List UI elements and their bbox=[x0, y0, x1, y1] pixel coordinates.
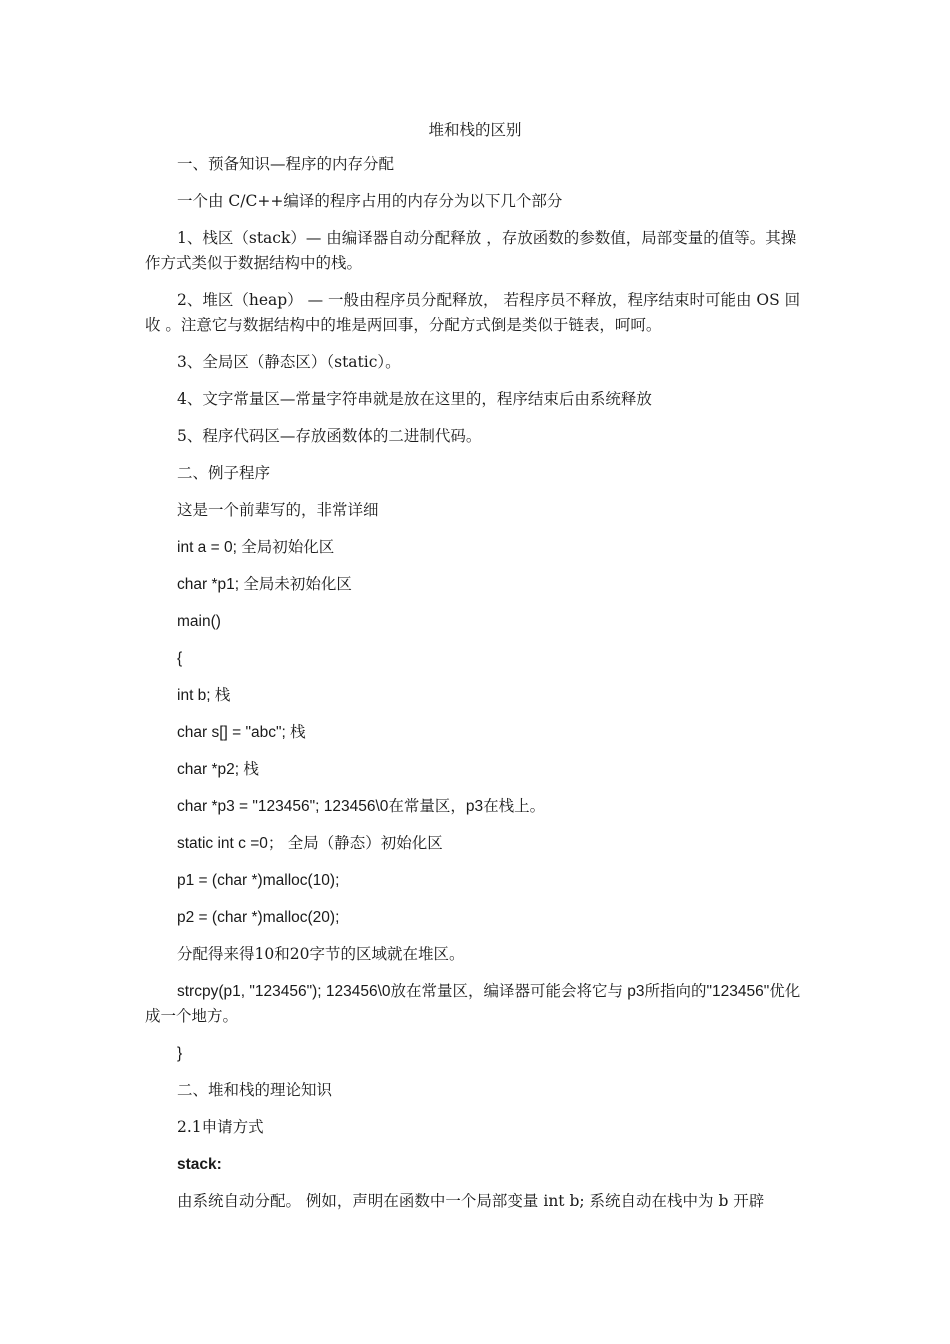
document-title: 堆和栈的区别 bbox=[428, 121, 522, 139]
section-heading-2: 二、例子程序 bbox=[177, 464, 271, 482]
code-line: } bbox=[177, 1045, 183, 1062]
paragraph-stack: 1、栈区（stack）— 由编译器自动分配释放 ，存放函数的参数值，局部变量的值等。其操作方式类似于数据结构中的栈。 bbox=[145, 229, 797, 272]
code-line: static int c =0； 全局（静态）初始化区 bbox=[177, 835, 443, 852]
paragraph-intro: 一个由 C/C++编译的程序占用的内存分为以下几个部分 bbox=[177, 192, 563, 210]
code-line-strcpy: strcpy(p1, "123456"); 123456\0放在常量区，编译器可能会将它与 p3所指向的"123456"优化成一个地方。 bbox=[145, 983, 801, 1025]
paragraph-code: 5、程序代码区—存放函数体的二进制代码。 bbox=[177, 427, 482, 445]
paragraph-heap: 2、堆区（heap） — 一般由程序员分配释放， 若程序员不释放，程序结束时可能由 OS 回收 。注意它与数据结构中的堆是两回事，分配方式倒是类似于链表，呵呵。 bbox=[145, 291, 801, 334]
paragraph-note: 这是一个前辈写的，非常详细 bbox=[177, 501, 379, 519]
section-heading-3: 二、堆和栈的理论知识 bbox=[177, 1081, 333, 1099]
subsection-heading: 2.1申请方式 bbox=[177, 1118, 264, 1136]
code-line: int a = 0; 全局初始化区 bbox=[177, 539, 335, 556]
code-line: char *p3 = "123456"; 123456\0在常量区，p3在栈上。 bbox=[177, 798, 546, 815]
paragraph-global: 3、全局区（静态区）（static）。 bbox=[177, 353, 401, 371]
code-line: { bbox=[177, 650, 183, 667]
stack-label-text: stack: bbox=[177, 1156, 222, 1173]
code-line: main() bbox=[177, 613, 221, 630]
code-line: char *p2; 栈 bbox=[177, 761, 259, 778]
code-line: char s[] = "abc"; 栈 bbox=[177, 724, 306, 741]
code-line: p1 = (char *)malloc(10); bbox=[177, 872, 340, 889]
code-line: int b; 栈 bbox=[177, 687, 231, 704]
section-heading-1: 一、预备知识—程序的内存分配 bbox=[177, 155, 395, 173]
code-line: p2 = (char *)malloc(20); bbox=[177, 909, 340, 926]
code-line: char *p1; 全局未初始化区 bbox=[177, 576, 352, 593]
paragraph-stack-alloc: 由系统自动分配。 例如，声明在函数中一个局部变量 int b; 系统自动在栈中为 b 开辟 bbox=[177, 1192, 765, 1210]
stack-label bbox=[145, 1152, 842, 1177]
paragraph-const: 4、文字常量区—常量字符串就是放在这里的，程序结束后由系统释放 bbox=[177, 390, 652, 408]
paragraph-heap-note: 分配得来得10和20字节的区域就在堆区。 bbox=[177, 945, 465, 963]
